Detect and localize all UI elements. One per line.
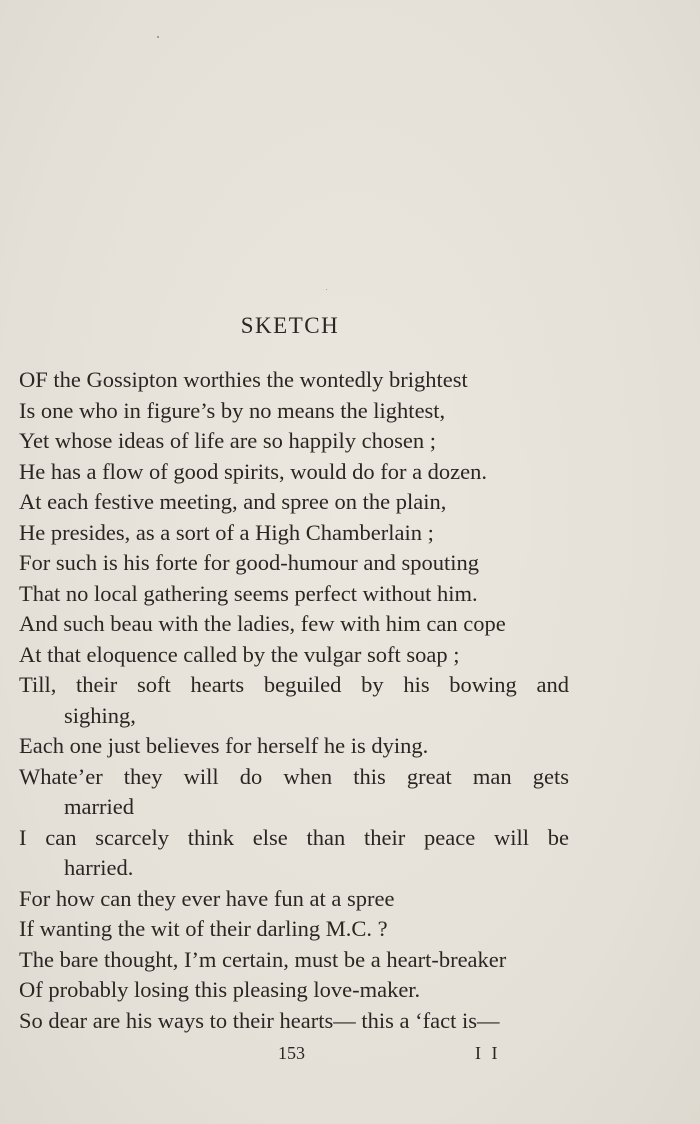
poem-line: At that eloquence called by the vulgar soft soap ; xyxy=(19,641,460,667)
first-line-text: the Gossipton worthies the wontedly brightest xyxy=(47,367,468,392)
drop-initial: O xyxy=(19,367,36,392)
poem-body xyxy=(19,365,569,1036)
poem-line: He presides, as a sort of a High Chamberlain ; xyxy=(19,519,434,545)
poem-line: Till, their soft hearts beguiled by his bowing and xyxy=(19,672,569,697)
poem-line: The bare thought, I’m certain, must be a heart-breaker xyxy=(19,946,507,972)
poem-line: If wanting the wit of their darling M.C. ? xyxy=(19,916,388,941)
poem-line-continuation: harried. xyxy=(64,855,134,880)
poem-line: For how can they ever have fun at a spree xyxy=(19,885,395,911)
poem-line: Is one who in figure’s by no means the lightest, xyxy=(19,397,446,423)
poem-line: Whate’er they will do when this great man gets xyxy=(19,763,569,789)
signature-mark: I I xyxy=(475,1043,501,1063)
paper-speck xyxy=(157,36,159,38)
poem-line: That no local gathering seems perfect without him. xyxy=(19,580,478,606)
poem-line: At each festive meeting, and spree on the plain, xyxy=(19,489,447,514)
page-number: 153 xyxy=(278,1043,305,1063)
poem-title: SKETCH xyxy=(240,313,340,338)
poem-line: Each one just believes for herself he is dying. xyxy=(19,733,429,758)
poem-line: So dear are his ways to their hearts— this a ‘fact is— xyxy=(19,1007,500,1033)
poem-line xyxy=(19,365,569,396)
poem-line: For such is his forte for good-humour and spouting xyxy=(19,550,479,575)
poem-line: And such beau with the ladies, few with him can cope xyxy=(19,611,506,636)
poem-line: He has a flow of good spirits, would do for a dozen. xyxy=(19,458,488,484)
poem-line-continuation: sighing, xyxy=(64,702,136,728)
poem-line: Of probably losing this pleasing love-maker. xyxy=(19,977,421,1002)
paper-speck xyxy=(326,289,327,290)
small-caps-word: F xyxy=(35,367,48,392)
poem-line: I can scarcely think else than their peace will be xyxy=(19,824,569,850)
poem-line-continuation: married xyxy=(64,794,134,819)
poem-line: Yet whose ideas of life are so happily chosen ; xyxy=(19,428,436,453)
